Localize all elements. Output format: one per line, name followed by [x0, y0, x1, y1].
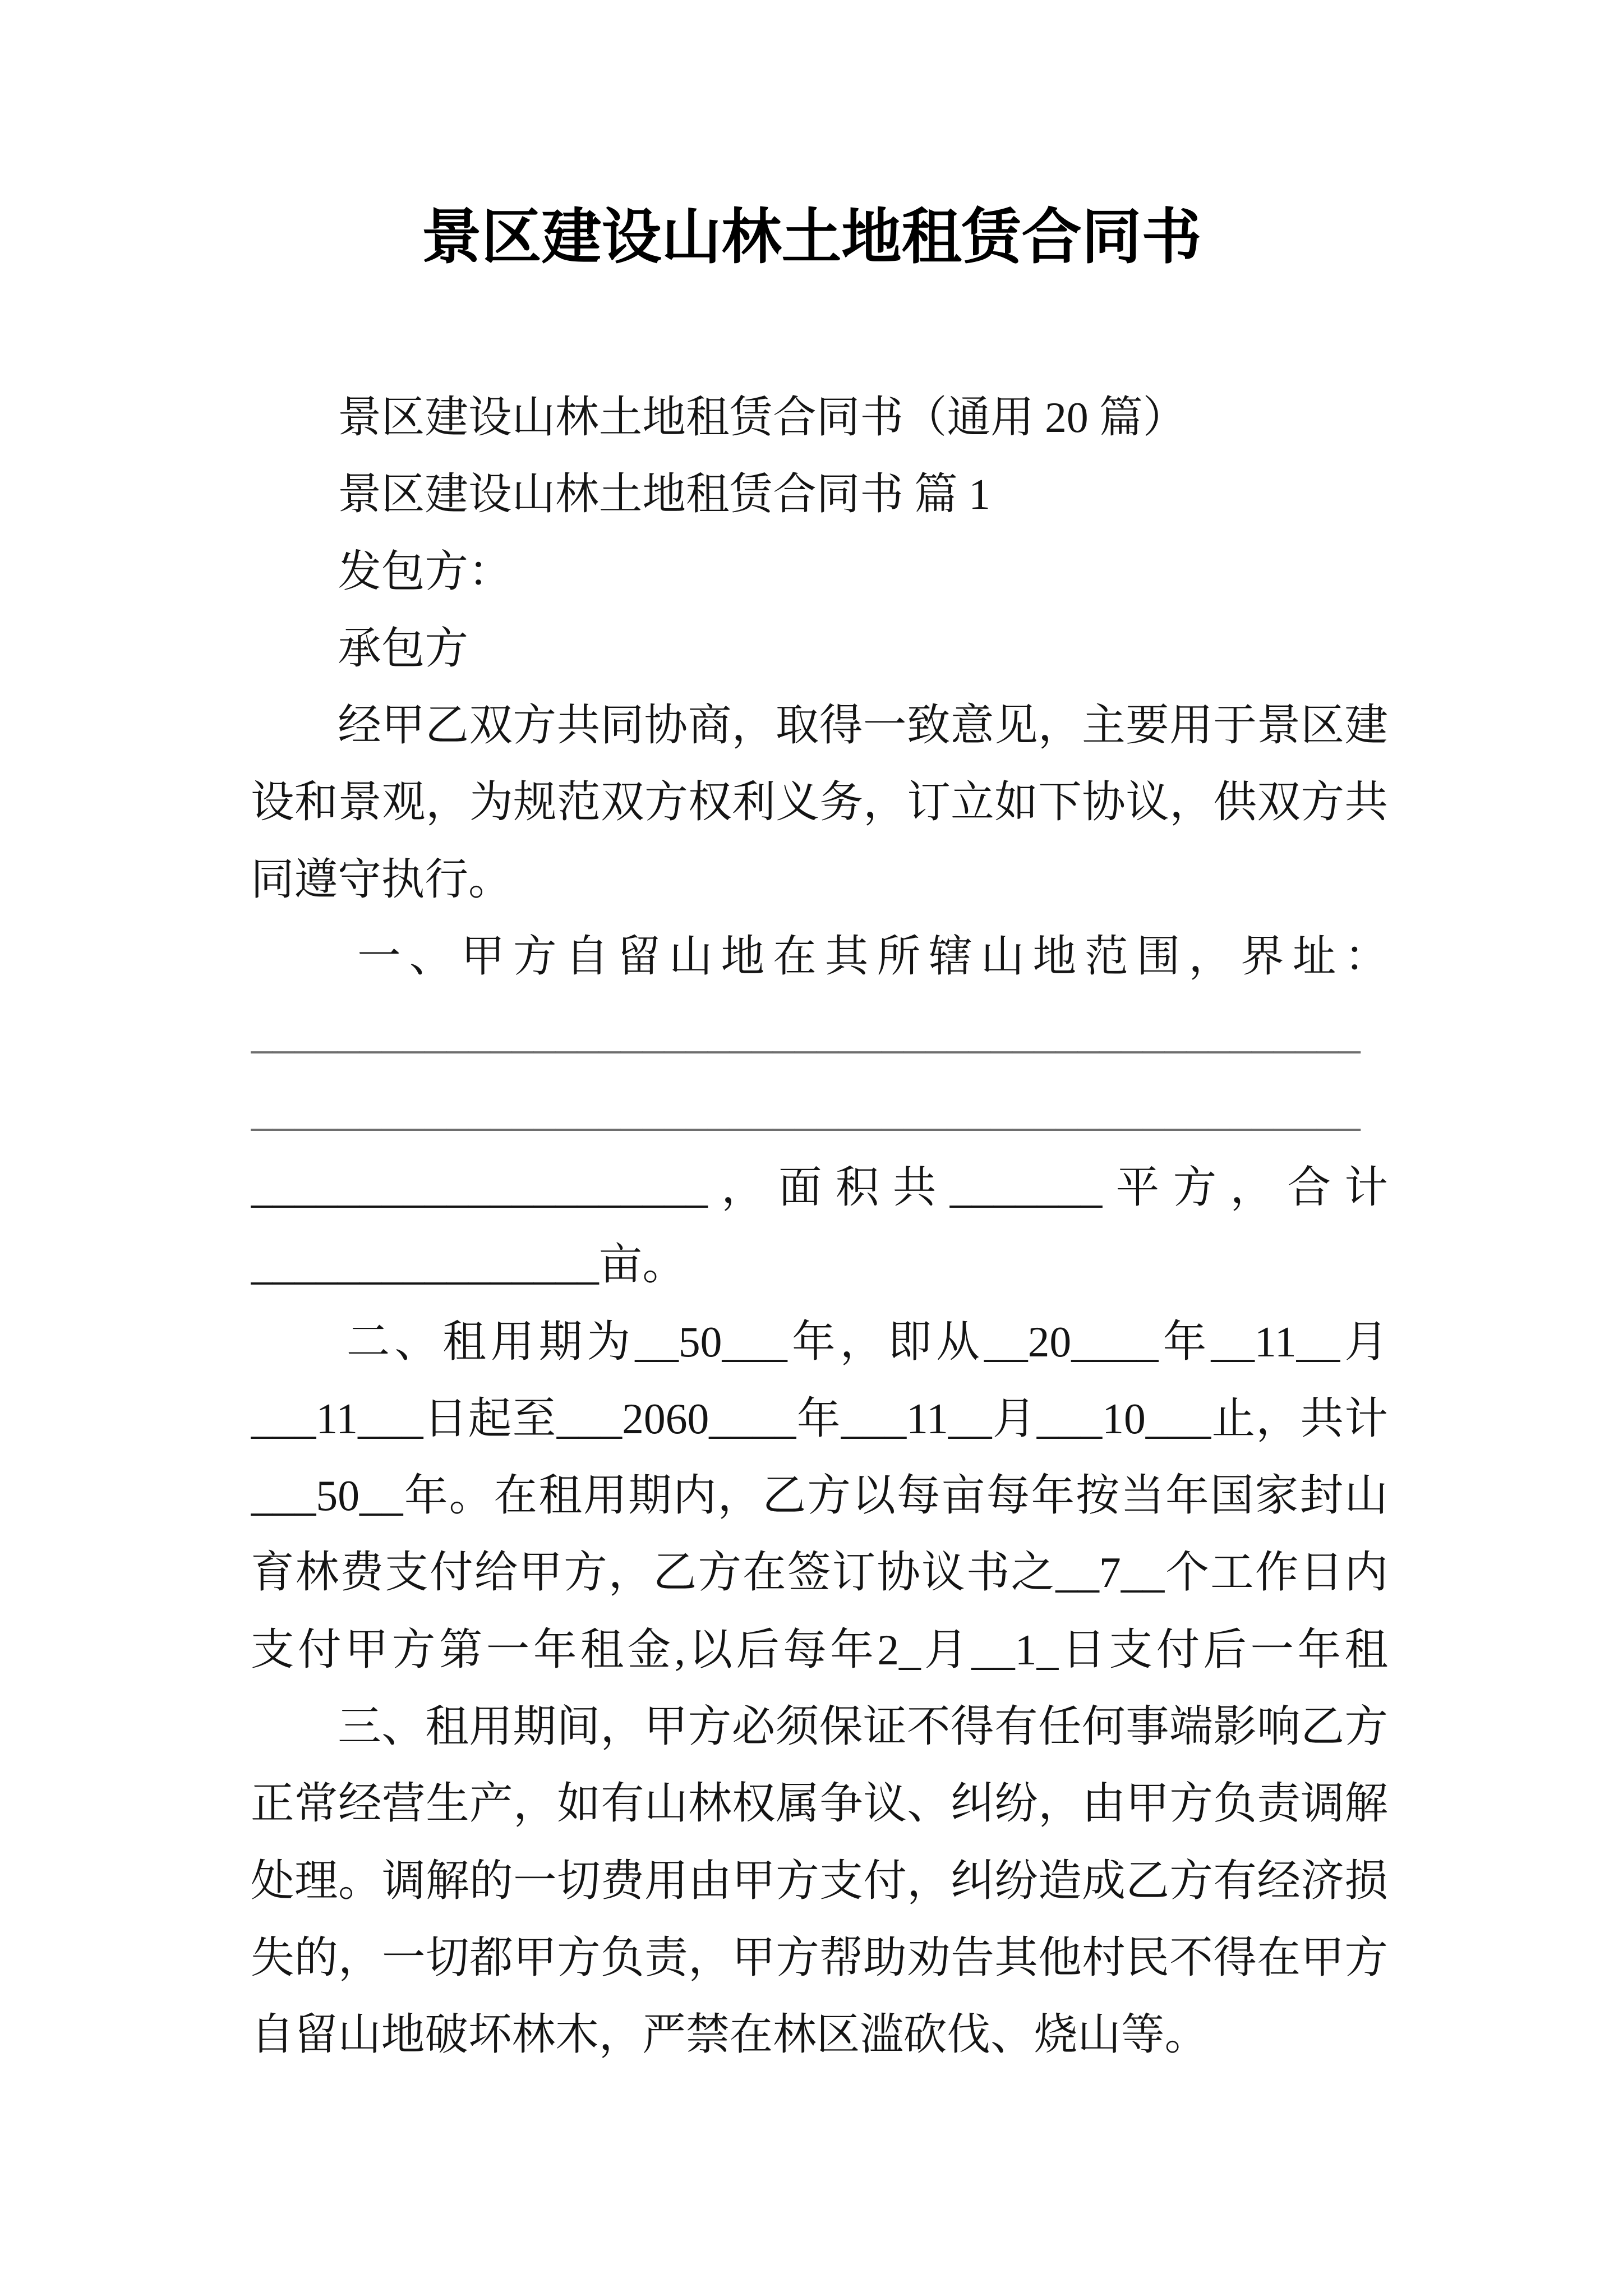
paragraph-line: _____________________，面积共_______平方，合计	[251, 1163, 1388, 1212]
paragraph-line: ___11___日起至___2060____年___11__月___10___止，共计	[251, 1394, 1388, 1443]
party-a-label: 发包方：	[338, 547, 512, 596]
clause-2-paragraph	[251, 1304, 1388, 1688]
paragraph-line: ___50__年。在租用期内，乙方以每亩每年按当年国家封山	[251, 1471, 1388, 1520]
collection-heading: 景区建设山林土地租赁合同书（通用 20 篇）	[338, 393, 1187, 441]
clause-1-paragraph	[251, 918, 1388, 1303]
paragraph-line: 支付甲方第一年租金,以后每年2_月__1_日支付后一年租	[251, 1625, 1388, 1674]
paragraph-line: 三、租用期间，甲方必须保证不得有任何事端影响乙方	[338, 1703, 1388, 1751]
section-heading: 景区建设山林土地租赁合同书 篇 1	[338, 470, 991, 519]
paragraph-line: 育林费支付给甲方，乙方在签订协议书之__7__个工作日内	[251, 1548, 1388, 1597]
preamble-paragraph	[251, 687, 1388, 918]
fill-in-blank-line: ___________________________________________________	[251, 1009, 1361, 1058]
paragraph-line: 设和景观，为规范双方权利义务，订立如下协议，供双方共	[251, 778, 1388, 827]
paragraph-line: 同遵守执行。	[251, 855, 512, 904]
paragraph-line: 失的，一切都甲方负责，甲方帮助劝告其他村民不得在甲方	[251, 1933, 1388, 1982]
paragraph-line: 自留山地破坏林木，严禁在林区滥砍伐、烧山等。	[251, 2010, 1209, 2059]
paragraph-line: 处理。调解的一切费用由甲方支付，纠纷造成乙方有经济损	[251, 1856, 1388, 1905]
paragraph-line: 正常经营生产，如有山林权属争议、纠纷，由甲方负责调解	[251, 1779, 1388, 1828]
paragraph-line: ________________亩。	[251, 1240, 686, 1289]
party-b-label: 承包方	[338, 624, 468, 673]
paragraph-line: 一、甲方自留山地在其所辖山地范围，界址：	[357, 932, 1388, 981]
document-body	[251, 379, 1388, 2074]
paragraph-line: 二、租用期为__50___年，即从__20____年__11__月	[346, 1317, 1388, 1366]
document-title: 景区建设山林土地租赁合同书	[421, 205, 1202, 271]
clause-3-paragraph	[251, 1688, 1388, 2073]
fill-in-blank-line: ___________________________________________________	[251, 1086, 1361, 1135]
paragraph-line: 经甲乙双方共同协商，取得一致意见，主要用于景区建	[338, 701, 1388, 750]
